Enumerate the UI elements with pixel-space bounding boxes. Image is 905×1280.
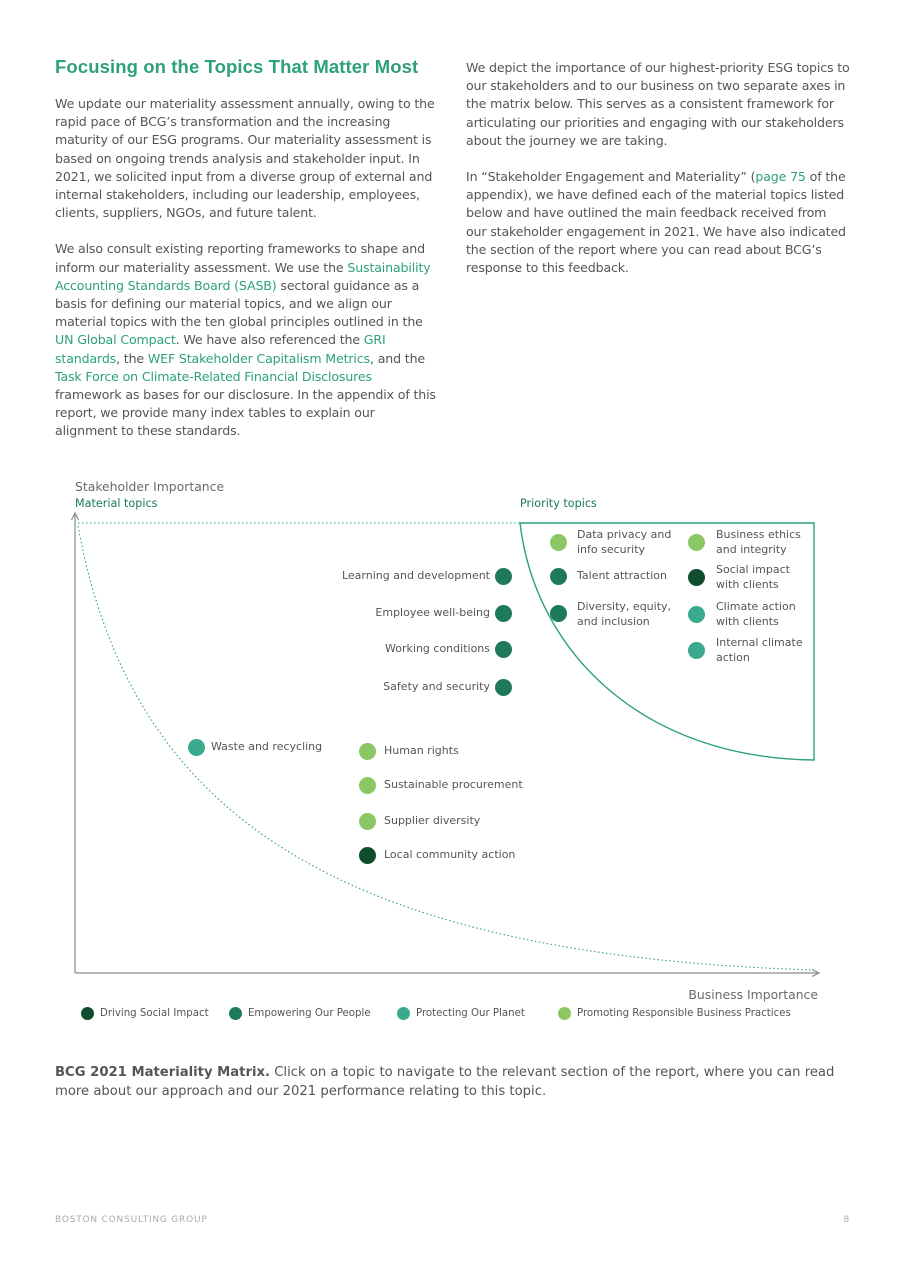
topic-dot-internal-climate[interactable]: [688, 642, 705, 659]
caption-title: BCG 2021 Materiality Matrix.: [55, 1065, 271, 1080]
topic-label-employee-wellbeing[interactable]: Employee well-being: [375, 606, 490, 619]
legend-label-empowering-people: Empowering Our People: [248, 1008, 371, 1019]
intro-paragraph: We update our materiality assessment annually, owing to the rapid pace of BCG’s transformation and the increasing maturity of our ESG programs. Our materiality assessment is based on ongoing trends analysis and stakeholder input. In 2021, we solicited input from a diverse group of external and internal stakeholders, including our leadership, employees, clients, suppliers, NGOs, and future talent.: [55, 96, 435, 221]
topic-dot-business-ethics[interactable]: [688, 534, 705, 551]
legend-label-protecting-planet: Protecting Our Planet: [416, 1008, 525, 1019]
appendix-text-a: In “Stakeholder Engagement and Materiality” (: [466, 169, 756, 185]
topic-label-social-impact-clients[interactable]: Social impact with clients: [716, 563, 790, 591]
topic-dot-supplier-diversity[interactable]: [359, 813, 376, 830]
wef-metrics-link[interactable]: WEF Stakeholder Capitalism Metrics: [147, 350, 370, 366]
frameworks-text-b: sectoral guidance as a basis for defining our material topics, and we align our material topics with the ten global principles outlined in the: [55, 277, 423, 330]
right-column: [466, 59, 850, 277]
topic-label-waste-recycling[interactable]: Waste and recycling: [211, 740, 323, 753]
gri-standards-link[interactable]: GRI standards: [55, 332, 386, 366]
frameworks-text-f: framework as bases for our disclosure. In the appendix of this report, we provide many index tables to explain our alignment to these standards.: [55, 387, 436, 439]
legend-label-social-impact: Driving Social Impact: [100, 1008, 209, 1019]
topic-dot-talent-attraction[interactable]: [550, 568, 567, 585]
legend-item-protecting-planet: [397, 1007, 525, 1020]
legend-item-responsible-business: [558, 1007, 791, 1020]
legend-label-responsible-business: Promoting Responsible Business Practices: [577, 1008, 791, 1019]
un-global-compact-link[interactable]: UN Global Compact: [55, 332, 176, 348]
legend-dot-empowering-people: [229, 1007, 242, 1020]
materiality-matrix: [0, 470, 905, 1030]
page-heading: Focusing on the Topics That Matter Most: [55, 56, 419, 77]
topic-dot-sustainable-procurement[interactable]: [359, 777, 376, 794]
frameworks-text-e: , and the: [369, 350, 426, 366]
caption-text: Click on a topic to navigate to the relevant section of the report, where you can read more about our approach and our 2021 performance relating to this topic.: [55, 1065, 835, 1099]
topic-label-learning-development[interactable]: Learning and development: [341, 569, 490, 582]
frameworks-text-a: We also consult existing reporting frameworks to shape and inform our materiality assessment. We use the: [55, 241, 425, 275]
topic-dot-learning-development[interactable]: [495, 568, 512, 585]
topic-dot-dei[interactable]: [550, 605, 567, 622]
legend-item-social-impact: [81, 1007, 209, 1020]
topic-dot-working-conditions[interactable]: [495, 641, 512, 658]
y-axis-label: Stakeholder Importance: [75, 479, 225, 494]
topic-dot-data-privacy[interactable]: [550, 534, 567, 551]
frameworks-text-d: , the: [116, 350, 148, 366]
topic-label-internal-climate[interactable]: Internal climate action: [716, 636, 803, 664]
topic-label-human-rights[interactable]: Human rights: [384, 744, 459, 757]
topic-label-talent-attraction[interactable]: Talent attraction: [577, 569, 667, 582]
topic-label-working-conditions[interactable]: Working conditions: [385, 642, 490, 655]
material-topics-label: Material topics: [75, 497, 158, 510]
topic-label-business-ethics[interactable]: Business ethics and integrity: [716, 528, 801, 556]
page-number: 8: [843, 1215, 850, 1225]
topic-label-sustainable-procurement[interactable]: Sustainable procurement: [384, 778, 523, 791]
matrix-intro-paragraph: We depict the importance of our highest-priority ESG topics to our stakeholders and to our business on two separate axes in the matrix below. This serves as a consistent framework for articulating our priorities and engaging with our stakeholders about the journey we are taking.: [466, 60, 850, 148]
frameworks-paragraph: [55, 240, 440, 440]
legend-dot-social-impact: [81, 1007, 94, 1020]
topic-dot-safety-security[interactable]: [495, 679, 512, 696]
topic-label-data-privacy[interactable]: Data privacy and info security: [577, 528, 672, 556]
sasb-link[interactable]: Sustainability Accounting Standards Board (SASB): [55, 259, 431, 293]
topic-label-climate-action-clients[interactable]: Climate action with clients: [716, 600, 796, 628]
topic-dot-climate-action-clients[interactable]: [688, 606, 705, 623]
topic-label-supplier-diversity[interactable]: Supplier diversity: [384, 814, 481, 827]
topic-dot-waste-recycling[interactable]: [188, 739, 205, 756]
tcfd-link[interactable]: Task Force on Climate-Related Financial Disclosures: [55, 368, 372, 384]
topic-dot-employee-wellbeing[interactable]: [495, 605, 512, 622]
topic-label-safety-security[interactable]: Safety and security: [383, 680, 490, 693]
appendix-text-b: of the appendix), we have defined each of the material topics listed below and have outlined the main feedback received from our stakeholder engagement in 2021. We have also indicated the section of the report where you can read about BCG’s response to this feedback.: [466, 169, 846, 276]
topic-label-local-community[interactable]: Local community action: [384, 848, 516, 861]
legend-item-empowering-people: [229, 1007, 371, 1020]
topic-dot-human-rights[interactable]: [359, 743, 376, 760]
page-75-link[interactable]: page 75: [755, 169, 806, 185]
topic-dot-local-community[interactable]: [359, 847, 376, 864]
matrix-caption: [55, 1064, 855, 1101]
left-column: [55, 95, 440, 441]
topic-label-dei[interactable]: Diversity, equity, and inclusion: [577, 600, 672, 628]
frameworks-text-c: . We have also referenced the: [175, 332, 364, 348]
legend-dot-protecting-planet: [397, 1007, 410, 1020]
footer-brand: BOSTON CONSULTING GROUP: [55, 1215, 208, 1225]
x-axis-label: Business Importance: [688, 987, 818, 1002]
topic-dot-social-impact-clients[interactable]: [688, 569, 705, 586]
priority-topics-label: Priority topics: [520, 497, 597, 510]
legend-dot-responsible-business: [558, 1007, 571, 1020]
appendix-paragraph: [466, 168, 850, 277]
